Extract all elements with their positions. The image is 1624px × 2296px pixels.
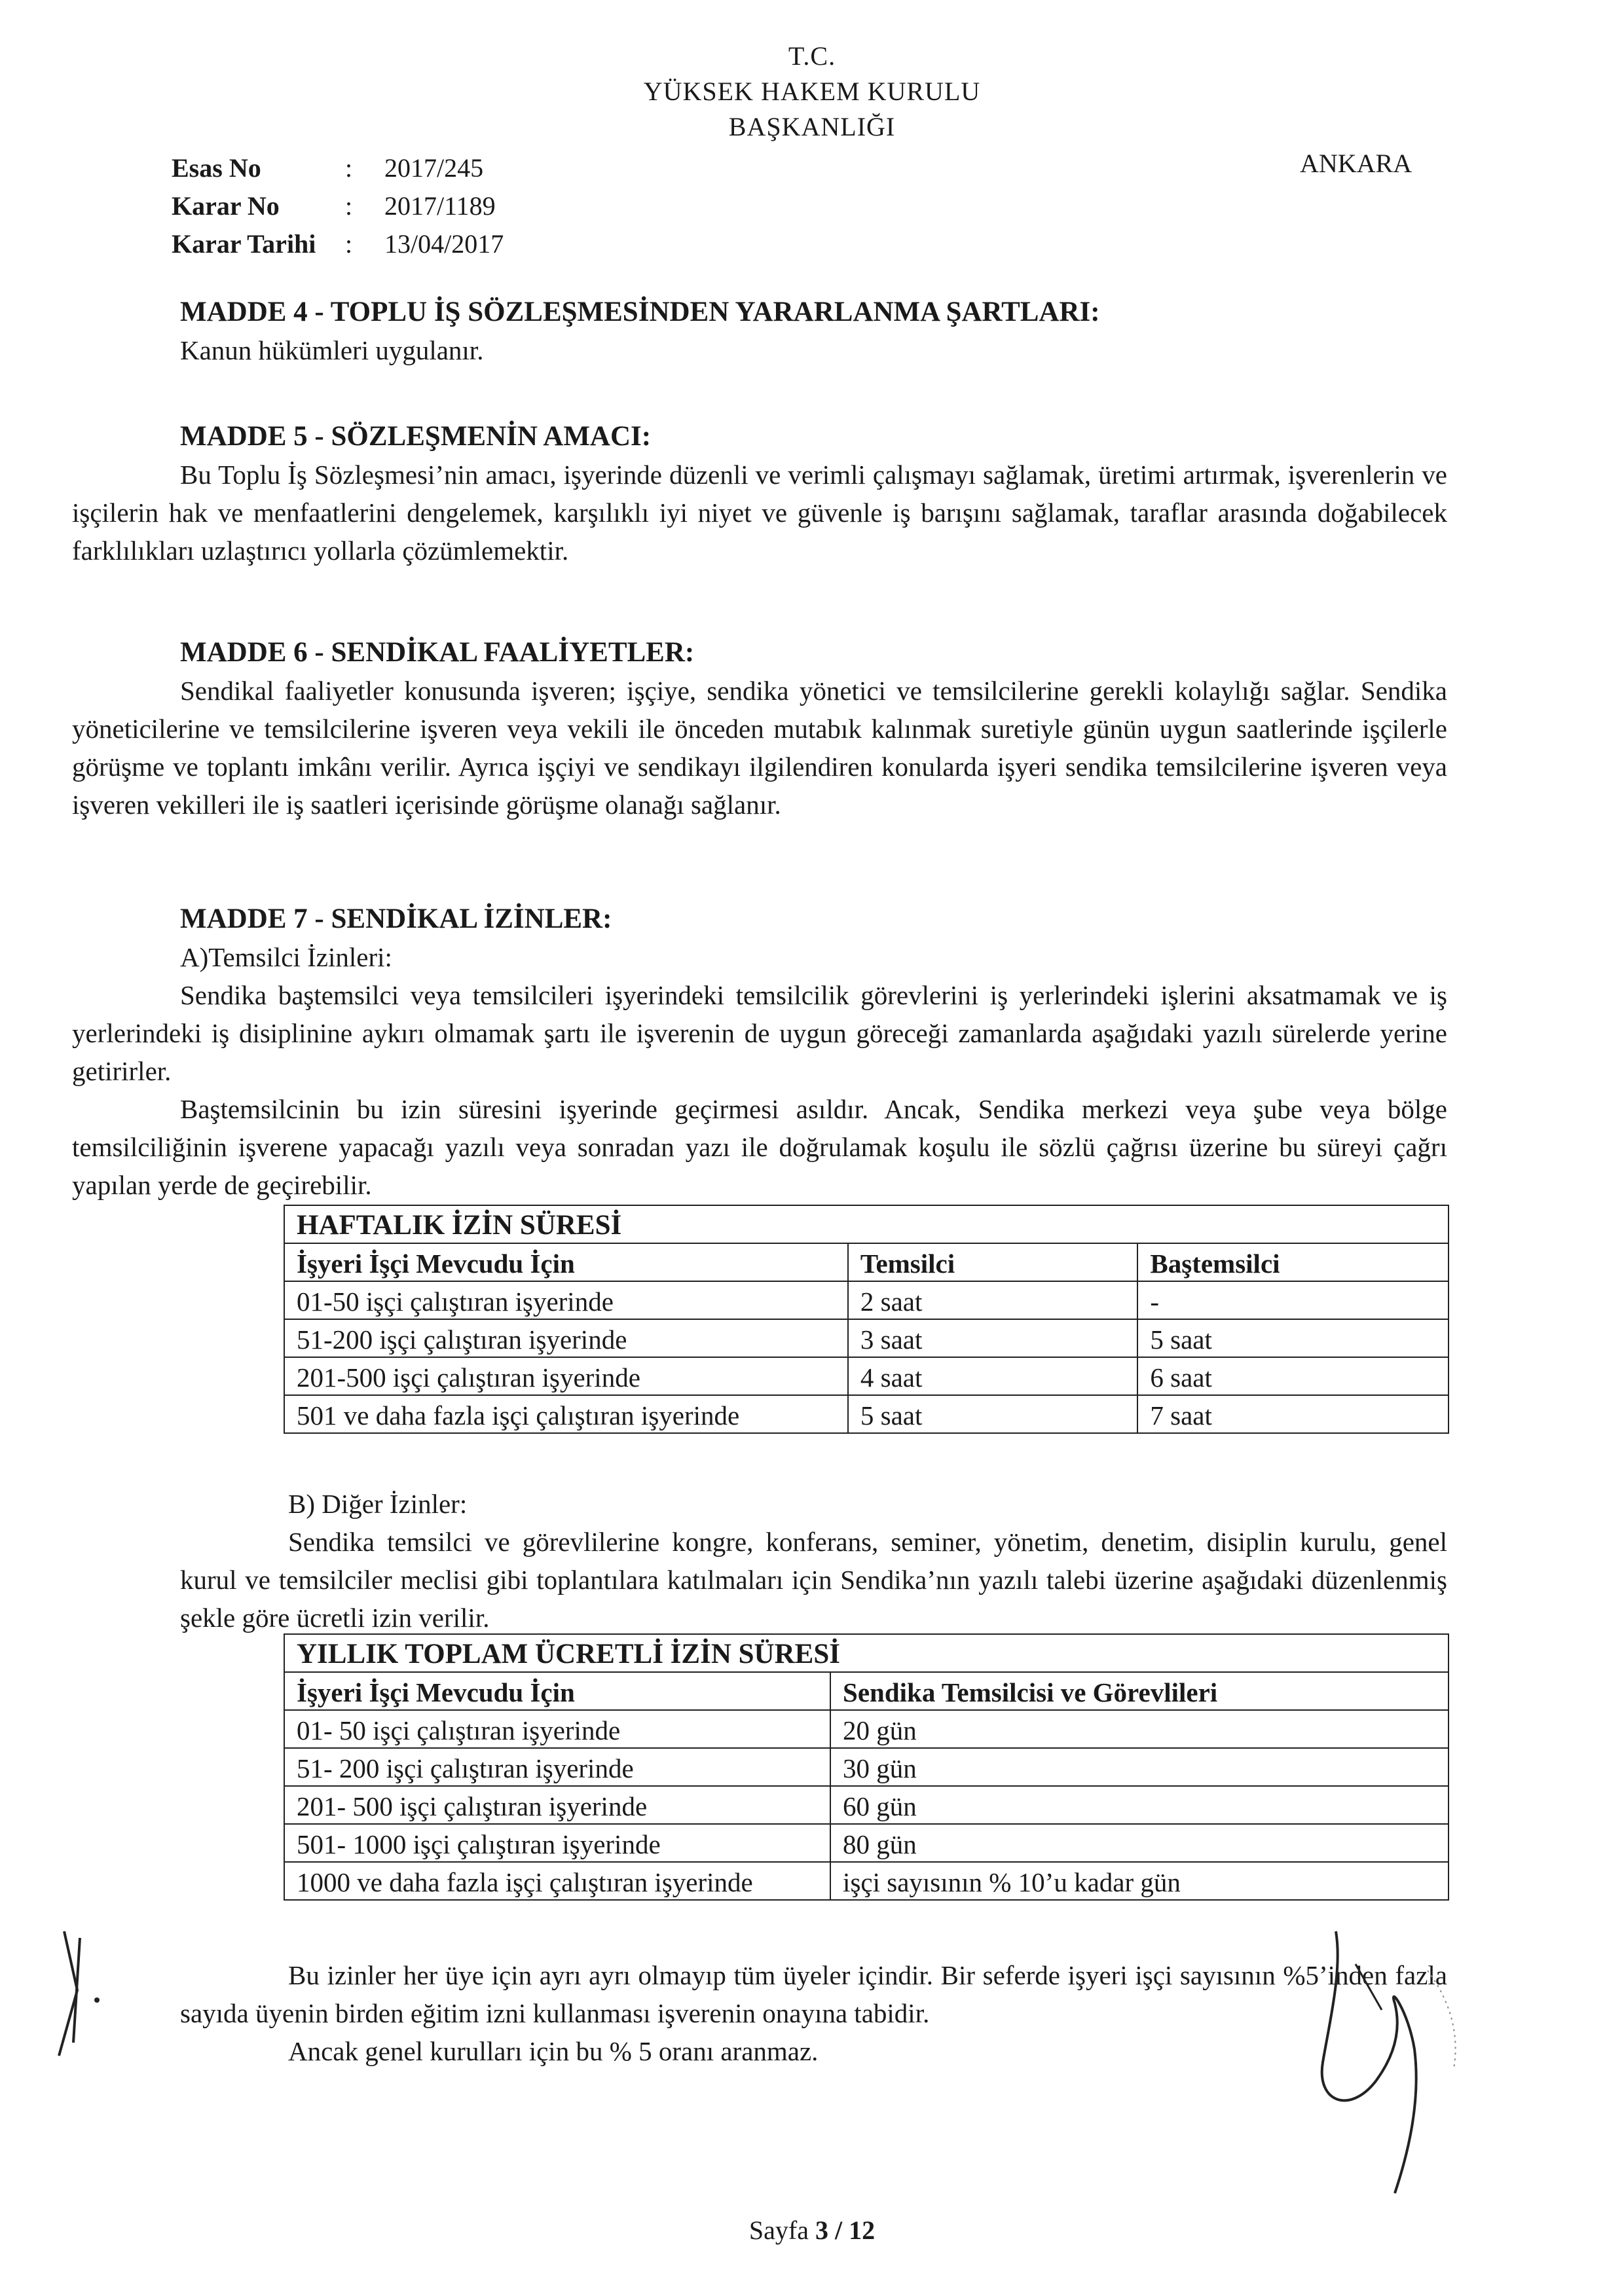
annual-leave-caption: YILLIK TOPLAM ÜCRETLİ İZİN SÜRESİ [284, 1634, 1449, 1672]
madde-4-text: Kanun hükümleri uygulanır. [180, 335, 484, 365]
table-cell: 2 saat [848, 1281, 1138, 1319]
table-cell: 3 saat [848, 1319, 1138, 1357]
meta-separator: : [345, 191, 353, 221]
table-cell: 5 saat [848, 1395, 1138, 1433]
header-tc: T.C. [788, 41, 836, 71]
table-cell: 201- 500 işçi çalıştıran işyerinde [284, 1786, 830, 1824]
table-row [284, 1395, 1449, 1433]
madde-7-title: MADDE 7 - SENDİKAL İZİNLER: [180, 903, 612, 934]
column-header: Sendika Temsilcisi ve Görevlileri [830, 1672, 1449, 1710]
table-header-row [284, 1243, 1449, 1281]
table-caption-row [284, 1634, 1449, 1672]
table-cell: 51- 200 işçi çalıştıran işyerinde [284, 1748, 830, 1786]
madde-4-section [180, 293, 1447, 369]
table-row [284, 1357, 1449, 1395]
madde-6-section [72, 634, 1447, 824]
madde-7-closing [180, 1956, 1447, 2070]
madde-7-para-5: Ancak genel kurulları için bu % 5 oranı aranmaz. [288, 2036, 819, 2066]
madde-6-text: Sendikal faaliyetler konusunda işveren; işçiye, sendika yönetici ve temsilcilerine gerekli kolaylığı sağlar. Sendika yöneticilerine ve temsilcilerine işveren veya vekili ile önceden mutabık kalınmak suretiyle günün uygun saatlerinde işçilerle görüşme ve toplantı imkânı verilir. Ayrıca işçiyi ve sendikayı ilgilendiren konularda işyeri sendika temsilcilerine işveren veya işveren vekilleri ile iş saatleri içerisinde görüşme olanağı sağlanır. [72, 676, 1447, 820]
table-row [284, 1786, 1449, 1824]
table-cell: 01-50 işçi çalıştıran işyerinde [284, 1281, 848, 1319]
table-cell: 01- 50 işçi çalıştıran işyerinde [284, 1710, 830, 1748]
table-cell: 501- 1000 işçi çalıştıran işyerinde [284, 1824, 830, 1862]
madde-5-text: Bu Toplu İş Sözleşmesi’nin amacı, işyerinde düzenli ve verimli çalışmayı sağlamak, üretimi artırmak, işverenlerin ve işçilerin hak ve menfaatlerini dengelemek, karşılıklı iyi niyet ve güvenle iş barışını sağlamak, taraflar arasında doğabilecek farklılıkları uzlaştırıcı yollarla çözümlemektir. [72, 460, 1447, 566]
meta-row-esas [172, 149, 504, 187]
table-cell: 1000 ve daha fazla işçi çalıştıran işyerinde [284, 1862, 830, 1900]
table-cell: 7 saat [1137, 1395, 1449, 1433]
table-cell: 4 saat [848, 1357, 1138, 1395]
header-institution: YÜKSEK HAKEM KURULU [643, 77, 981, 106]
table-cell: 6 saat [1137, 1357, 1449, 1395]
meta-row-karar [172, 187, 504, 225]
table-row [284, 1319, 1449, 1357]
meta-label: Karar Tarihi [172, 229, 316, 259]
madde-4-title: MADDE 4 - TOPLU İŞ SÖZLEŞMESİNDEN YARARLANMA ŞARTLARI: [180, 297, 1100, 327]
table-row [284, 1710, 1449, 1748]
weekly-leave-caption: HAFTALIK İZİN SÜRESİ [284, 1205, 1449, 1243]
table-cell: 501 ve daha fazla işçi çalıştıran işyerinde [284, 1395, 848, 1433]
table-cell: 201-500 işçi çalıştıran işyerinde [284, 1357, 848, 1395]
table-cell: 51-200 işçi çalıştıran işyerinde [284, 1319, 848, 1357]
madde-7-subheading-b: B) Diğer İzinler: [288, 1489, 468, 1519]
table-cell: 5 saat [1137, 1319, 1449, 1357]
page-footer [0, 2215, 1624, 2246]
meta-separator: : [345, 229, 353, 259]
meta-label: Esas No [172, 153, 261, 183]
meta-separator: : [345, 153, 353, 183]
madde-5-title: MADDE 5 - SÖZLEŞMENİN AMACI: [180, 421, 652, 452]
madde-7-para-3: Sendika temsilci ve görevlilerine kongre, konferans, seminer, yönetim, denetim, disiplin kurulu, genel kurul ve temsilciler meclisi gibi toplantılara katılmaları için Sendika’nın yazılı talebi üzerine aşağıdaki düzenlenmiş şekle göre ücretli izin verilir. [180, 1527, 1447, 1633]
table-cell: işçi sayısının % 10’u kadar gün [830, 1862, 1449, 1900]
meta-value: 2017/1189 [384, 191, 496, 221]
weekly-leave-table [284, 1205, 1449, 1434]
meta-value: 13/04/2017 [384, 229, 504, 259]
page-number: 3 / 12 [815, 2215, 876, 2245]
table-row [284, 1281, 1449, 1319]
madde-7-para-2: Baştemsilcinin bu izin süresini işyerinde geçirmesi asıldır. Ancak, Sendika merkezi veya şube veya bölge temsilciliğinin işverene yapacağı yazılı veya sonradan yazı ile doğrulamak koşulu ile sözlü çağrısı üzerine bu süreyi çağrı yapılan yerde de geçirebilir. [72, 1094, 1447, 1200]
meta-value: 2017/245 [384, 153, 484, 183]
header-presidency: BAŞKANLIĞI [728, 112, 896, 141]
madde-7-para-1: Sendika baştemsilci veya temsilcileri işyerindeki temsilcilik görevlerini iş yerlerindeki işlerini aksatmamak ve iş yerlerindeki iş disiplinine aykırı olmamak şartı ile işverenin de uygun göreceği zamanlarda aşağıdaki yazılı sürelerde yerine getirirler. [72, 980, 1447, 1086]
table-cell: - [1137, 1281, 1449, 1319]
table-row [284, 1824, 1449, 1862]
page-label: Sayfa [748, 2215, 815, 2245]
column-header: Temsilci [848, 1243, 1138, 1281]
madde-5-section [72, 418, 1447, 570]
annual-leave-table [284, 1633, 1449, 1901]
table-header-row [284, 1672, 1449, 1710]
table-caption-row [284, 1205, 1449, 1243]
table-cell: 80 gün [830, 1824, 1449, 1862]
header-city: ANKARA [1300, 149, 1412, 178]
column-header: Baştemsilci [1137, 1243, 1449, 1281]
madde-7-subheading-a: A)Temsilci İzinleri: [180, 942, 392, 972]
madde-7-para-4: Bu izinler her üye için ayrı ayrı olmayıp tüm üyeler içindir. Bir seferde işyeri işçi sayısının %5’inden fazla sayıda üyenin birden eğitim izni kullanması işverenin onayına tabidir. [180, 1960, 1447, 2028]
madde-6-title: MADDE 6 - SENDİKAL FAALİYETLER: [180, 637, 695, 668]
madde-7-section [72, 900, 1447, 1204]
case-metadata [172, 149, 504, 263]
table-row [284, 1862, 1449, 1900]
table-row [284, 1748, 1449, 1786]
meta-row-tarih [172, 225, 504, 263]
handwritten-initials-left [39, 1918, 118, 2062]
table-cell: 60 gün [830, 1786, 1449, 1824]
madde-7-part-b [180, 1485, 1447, 1637]
table-cell: 30 gün [830, 1748, 1449, 1786]
column-header: İşyeri İşçi Mevcudu İçin [284, 1672, 830, 1710]
meta-label: Karar No [172, 191, 280, 221]
column-header: İşyeri İşçi Mevcudu İçin [284, 1243, 848, 1281]
table-cell: 20 gün [830, 1710, 1449, 1748]
